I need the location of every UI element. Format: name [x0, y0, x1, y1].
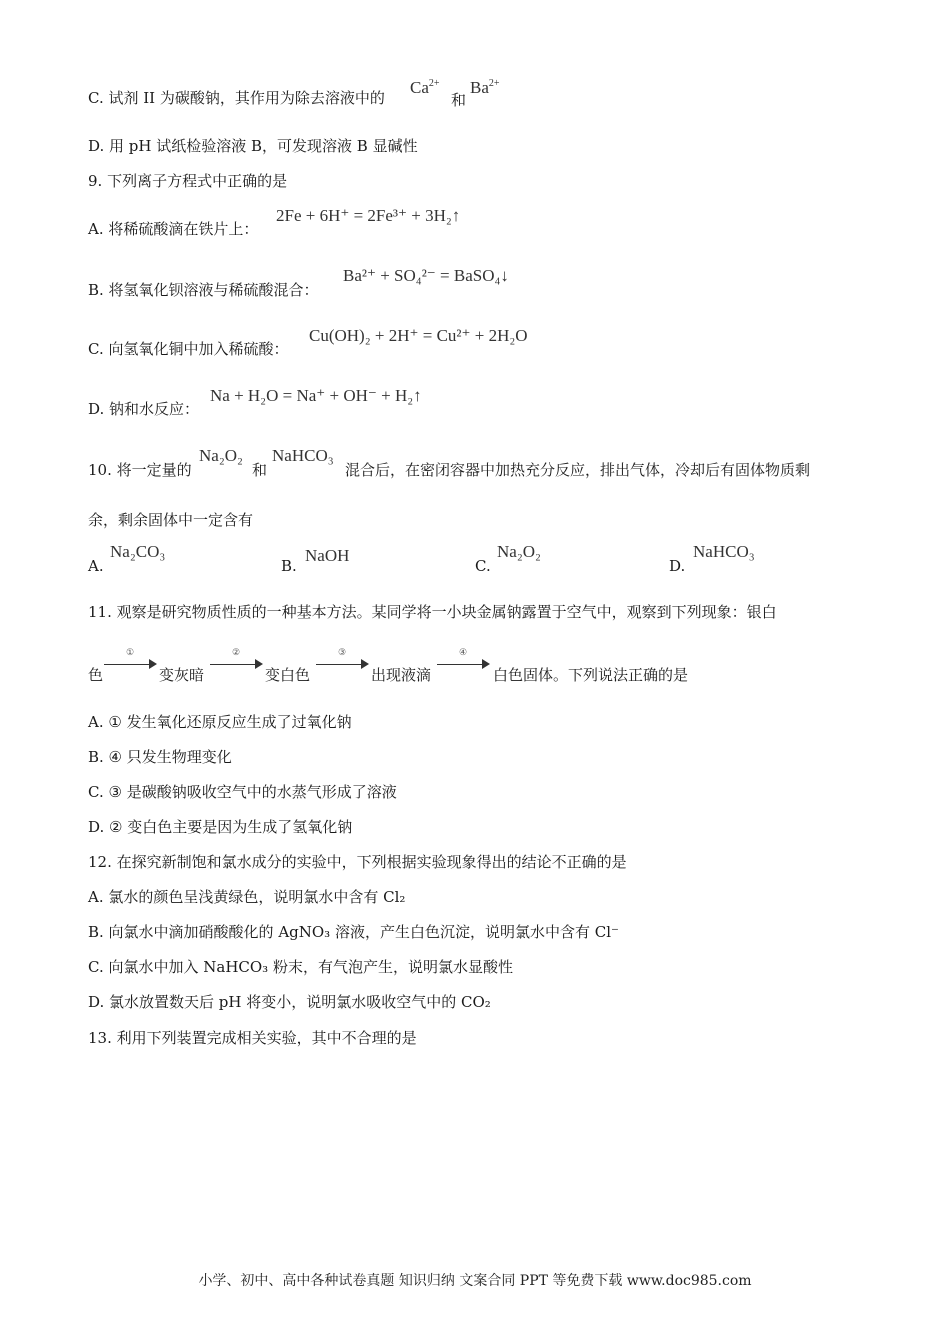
- q10-option-c-formula: Na₂O₂: [497, 542, 541, 561]
- q11-arrow-2: ②: [210, 654, 262, 668]
- q11-chain-1: 变灰暗: [159, 666, 205, 684]
- q12-option-c: C. 向氯水中加入 NaHCO₃ 粉末，有气泡产生，说明氯水显酸性: [88, 958, 513, 976]
- q9-option-a: A. 将稀硫酸滴在铁片上：: [88, 220, 259, 238]
- q10-stem-line2: 余，剩余固体中一定含有: [88, 511, 254, 529]
- q11-option-d: D. ② 变白色主要是因为生成了氢氧化钠: [88, 818, 353, 836]
- q11-chain-0: 色: [88, 666, 104, 684]
- q10-option-b: B.: [281, 557, 297, 575]
- q8-option-c: C. 试剂 II 为碳酸钠，其作用为除去溶液中的: [88, 89, 385, 107]
- q10-option-d: D.: [669, 557, 686, 575]
- page-footer: 小学、初中、高中各种试卷真题 知识归纳 文案合同 PPT 等免费下载 www.doc985.com: [198, 1273, 752, 1289]
- q8-option-d: D. 用 pH 试纸检验溶液 B，可发现溶液 B 显碱性: [88, 137, 418, 155]
- q12-option-a: A. 氯水的颜色呈浅黄绿色，说明氯水中含有 Cl₂: [88, 888, 406, 906]
- q9-formula-a: 2Fe + 6H⁺ = 2Fe³⁺ + 3H₂↑: [276, 206, 461, 225]
- q11-option-c: C. ③ 是碳酸钠吸收空气中的水蒸气形成了溶液: [88, 783, 397, 801]
- q11-chain-2: 变白色: [265, 666, 311, 684]
- q10-stem-rest: 混合后，在密闭容器中加热充分反应，排出气体，冷却后有固体物质剩: [345, 461, 811, 479]
- q10-formula-na2o2: Na₂O₂: [199, 446, 243, 465]
- q11-stem: 11. 观察是研究物质性质的一种基本方法。某同学将一小块金属钠露置于空气中，观察到下列现象：银白: [88, 603, 777, 621]
- q10-and: 和: [252, 461, 268, 479]
- q10-option-b-formula: NaOH: [305, 546, 350, 565]
- q9-formula-d: Na + H₂O = Na⁺ + OH⁻ + H₂↑: [210, 386, 422, 405]
- q10-stem-start: 10. 将一定量的: [88, 461, 192, 479]
- q10-option-a: A.: [88, 557, 104, 575]
- q10-option-c: C.: [475, 557, 491, 575]
- q11-arrow-4: ④: [437, 654, 489, 668]
- q9-option-d: D. 钠和水反应：: [88, 400, 200, 418]
- q11-chain-3: 出现液滴: [371, 666, 432, 684]
- q9-formula-b: Ba²⁺ + SO₄²⁻ = BaSO₄↓: [343, 266, 509, 285]
- q8-ion-ba: $Ba^{2+}$: [470, 78, 500, 97]
- q11-chain-4: 白色固体。下列说法正确的是: [493, 666, 689, 684]
- q10-option-a-formula: Na₂CO₃: [110, 542, 166, 561]
- q11-option-a: A. ① 发生氧化还原反应生成了过氧化钠: [88, 713, 352, 731]
- q9-option-c: C. 向氢氧化铜中加入稀硫酸：: [88, 340, 289, 358]
- q9-option-b: B. 将氢氧化钡溶液与稀硫酸混合：: [88, 281, 319, 299]
- q13-stem: 13. 利用下列装置完成相关实验，其中不合理的是: [88, 1029, 417, 1047]
- q8-and: 和: [451, 91, 467, 109]
- q11-option-b: B. ④ 只发生物理变化: [88, 748, 232, 766]
- q8-ion-ca: $Ca^{2+}$: [410, 78, 440, 97]
- q12-option-d: D. 氯水放置数天后 pH 将变小，说明氯水吸收空气中的 CO₂: [88, 993, 491, 1011]
- q10-formula-nahco3: NaHCO₃: [272, 446, 334, 465]
- q12-option-b: B. 向氯水中滴加硝酸酸化的 AgNO₃ 溶液，产生白色沉淀，说明氯水中含有 Cl⁻: [88, 923, 619, 941]
- q10-option-d-formula: NaHCO₃: [693, 542, 755, 561]
- q11-arrow-1: ①: [104, 654, 156, 668]
- q11-arrow-3: ③: [316, 654, 368, 668]
- q9-formula-c: Cu(OH)₂ + 2H⁺ = Cu²⁺ + 2H₂O: [309, 326, 528, 345]
- q12-stem: 12. 在探究新制饱和氯水成分的实验中，下列根据实验现象得出的结论不正确的是: [88, 853, 627, 871]
- q9-stem: 9. 下列离子方程式中正确的是: [88, 172, 288, 190]
